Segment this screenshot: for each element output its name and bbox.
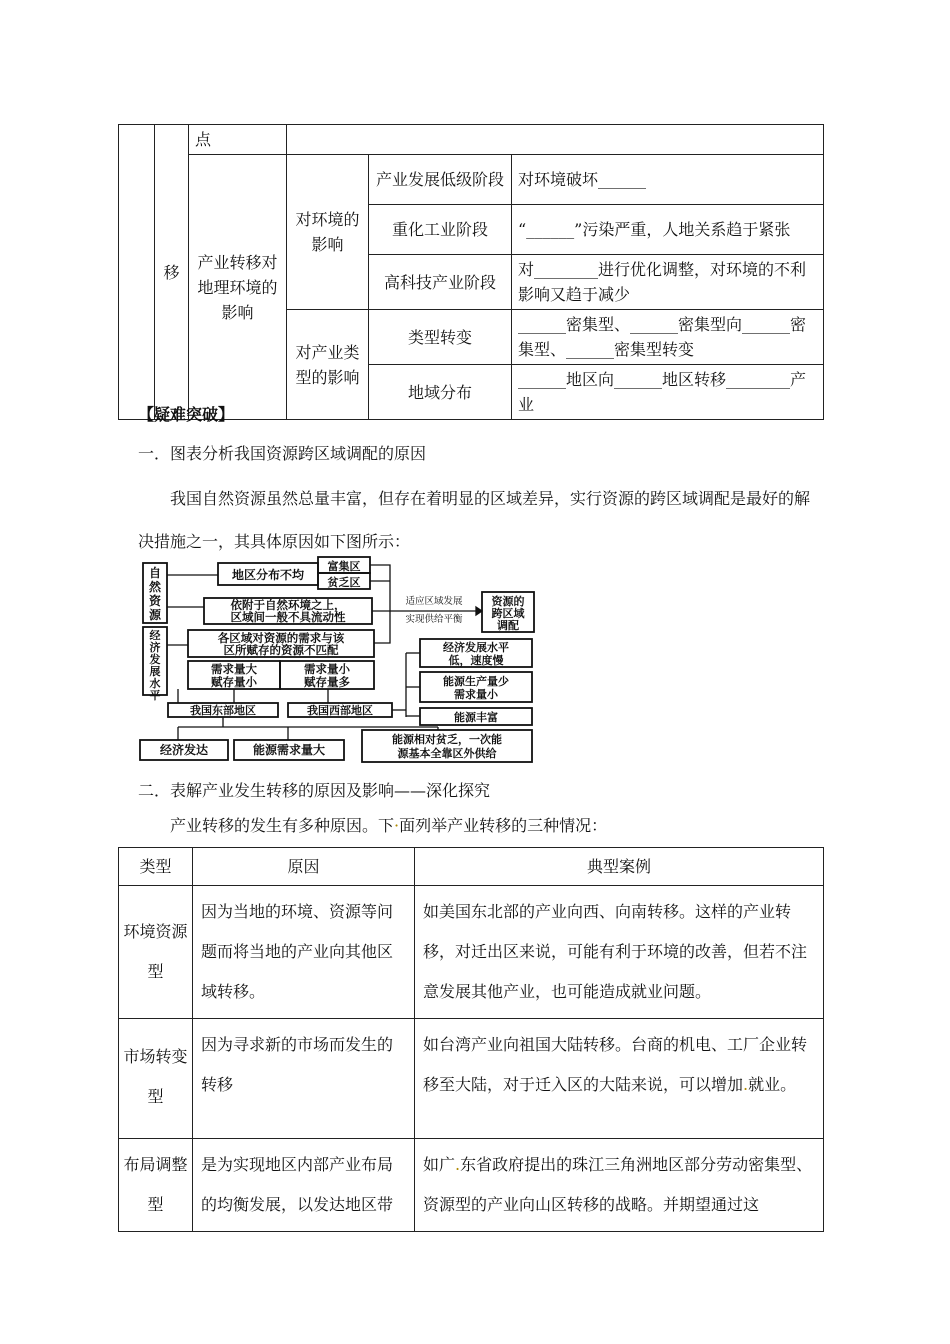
rich-label: 富集区 xyxy=(327,560,361,573)
reason-cell: 因为当地的环境、资源等问题而将当地的产业向其他区域转移。 xyxy=(193,886,415,1019)
desc-cell: “______”污染严重，人地关系趋于紧张 xyxy=(512,205,824,255)
west-energy-line2: 需求量小 xyxy=(454,688,498,701)
east-dev-label: 经济发达 xyxy=(159,743,209,757)
header-case: 典型案例 xyxy=(415,848,824,886)
desc-cell: ______密集型、______密集型向______密集型、______密集型转变 xyxy=(512,310,824,365)
mismatch-line2: 区所赋存的资源不匹配 xyxy=(223,643,339,657)
env-impact-label: 对环境的影响 xyxy=(287,155,369,310)
result-line1: 资源的 xyxy=(491,595,525,608)
west-rich-label: 能源丰富 xyxy=(454,711,498,724)
east-demand-label: 能源需求量大 xyxy=(252,743,326,757)
type-cell: 市场转变型 xyxy=(119,1019,193,1139)
desc-cell: ______地区向______地区转移________产业 xyxy=(512,365,824,420)
header-type: 类型 xyxy=(119,848,193,886)
mismatch-line1: 各区域对资源的需求与该 xyxy=(217,631,345,645)
section1-paragraph: 我国自然资源虽然总量丰富，但存在着明显的区域差异，实行资源的跨区域调配是最好的解决措施之一，其具体原因如下图所示： xyxy=(138,489,811,551)
west-low-line2: 低，速度慢 xyxy=(448,654,504,667)
adapt-line1: 适应区域发展 xyxy=(405,596,463,607)
natural-resources-label: 自然资源 xyxy=(148,566,162,622)
demand-small-line1: 需求量小 xyxy=(304,662,350,676)
stage-cell: 产业发展低级阶段 xyxy=(369,155,512,205)
stage-cell: 高科技产业阶段 xyxy=(369,255,512,310)
demand-big-line1: 需求量大 xyxy=(211,662,257,676)
case-cell: 如台湾产业向祖国大陆转移。台商的机电、工厂企业转移至大陆，对于迁入区的大陆来说，可以增加.就业。 xyxy=(415,1019,824,1139)
outline-col-b: 移 xyxy=(155,125,189,420)
section2-heading: 二．表解产业发生转移的原因及影响——深化探究 xyxy=(138,781,491,800)
west-label: 我国西部地区 xyxy=(307,704,373,717)
result-line3: 调配 xyxy=(497,619,519,632)
case-cell: 如广.东省政府提出的珠江三角洲地区部分劳动密集型、资源型的产业向山区转移的战略。并期望通过这 xyxy=(415,1139,824,1232)
economic-level-label: 经济发展水平 xyxy=(149,629,161,702)
reason-cell: 是为实现地区内部产业布局的均衡发展，以发达地区带 xyxy=(193,1139,415,1232)
header-reason: 原因 xyxy=(193,848,415,886)
row0-content xyxy=(287,125,824,155)
poor-label: 贫乏区 xyxy=(327,576,361,589)
uneven-label: 地区分布不均 xyxy=(231,568,305,582)
west-low-line1: 经济发展水平 xyxy=(443,641,509,654)
type-cell: 环境资源型 xyxy=(119,886,193,1019)
type-impact-label: 对产业类型的影响 xyxy=(287,310,369,420)
industry-transfer-impact-table xyxy=(118,124,824,420)
desc-cell: 对________进行优化调整，对环境的不利影响又趋于减少 xyxy=(512,255,824,310)
transfer-types-table xyxy=(118,847,824,1232)
section-title: 【疑难突破】 xyxy=(138,405,235,424)
resource-allocation-diagram xyxy=(138,555,538,765)
section1-heading: 一．图表分析我国资源跨区域调配的原因 xyxy=(138,444,427,463)
case-cell: 如美国东北部的产业向西、向南转移。这样的产业转移，对迁出区来说，可能有利于环境的改善，但若不注意发展其他产业，也可能造成就业问题。 xyxy=(415,886,824,1019)
stage-cell: 类型转变 xyxy=(369,310,512,365)
demand-big-line2: 赋存量小 xyxy=(211,675,257,689)
stage-cell: 地域分布 xyxy=(369,365,512,420)
desc-cell: 对环境破坏______ xyxy=(512,155,824,205)
depend-line1: 依附于自然环境之上， xyxy=(230,598,346,612)
result-line2: 跨区域 xyxy=(491,607,525,620)
impact-label: 产业转移对地理环境的影响 xyxy=(189,155,287,420)
east-poor-line1: 能源相对贫乏，一次能 xyxy=(392,733,502,746)
adapt-line2: 实现供给平衡 xyxy=(405,614,463,625)
row0-label: 点 xyxy=(189,125,287,155)
west-energy-line1: 能源生产量少 xyxy=(443,675,509,688)
reason-cell: 因为寻求新的市场而发生的转移 xyxy=(193,1019,415,1139)
depend-line2: 区域间一般不具流动性 xyxy=(230,610,346,624)
outline-col-a xyxy=(119,125,155,420)
type-cell: 布局调整型 xyxy=(119,1139,193,1232)
east-label: 我国东部地区 xyxy=(190,704,256,717)
stage-cell: 重化工业阶段 xyxy=(369,205,512,255)
east-poor-line2: 源基本全靠区外供给 xyxy=(397,747,497,760)
demand-small-line2: 赋存量多 xyxy=(304,675,350,689)
section2-paragraph: 产业转移的发生有多种原因。下·面列举产业转移的三种情况： xyxy=(170,816,608,835)
